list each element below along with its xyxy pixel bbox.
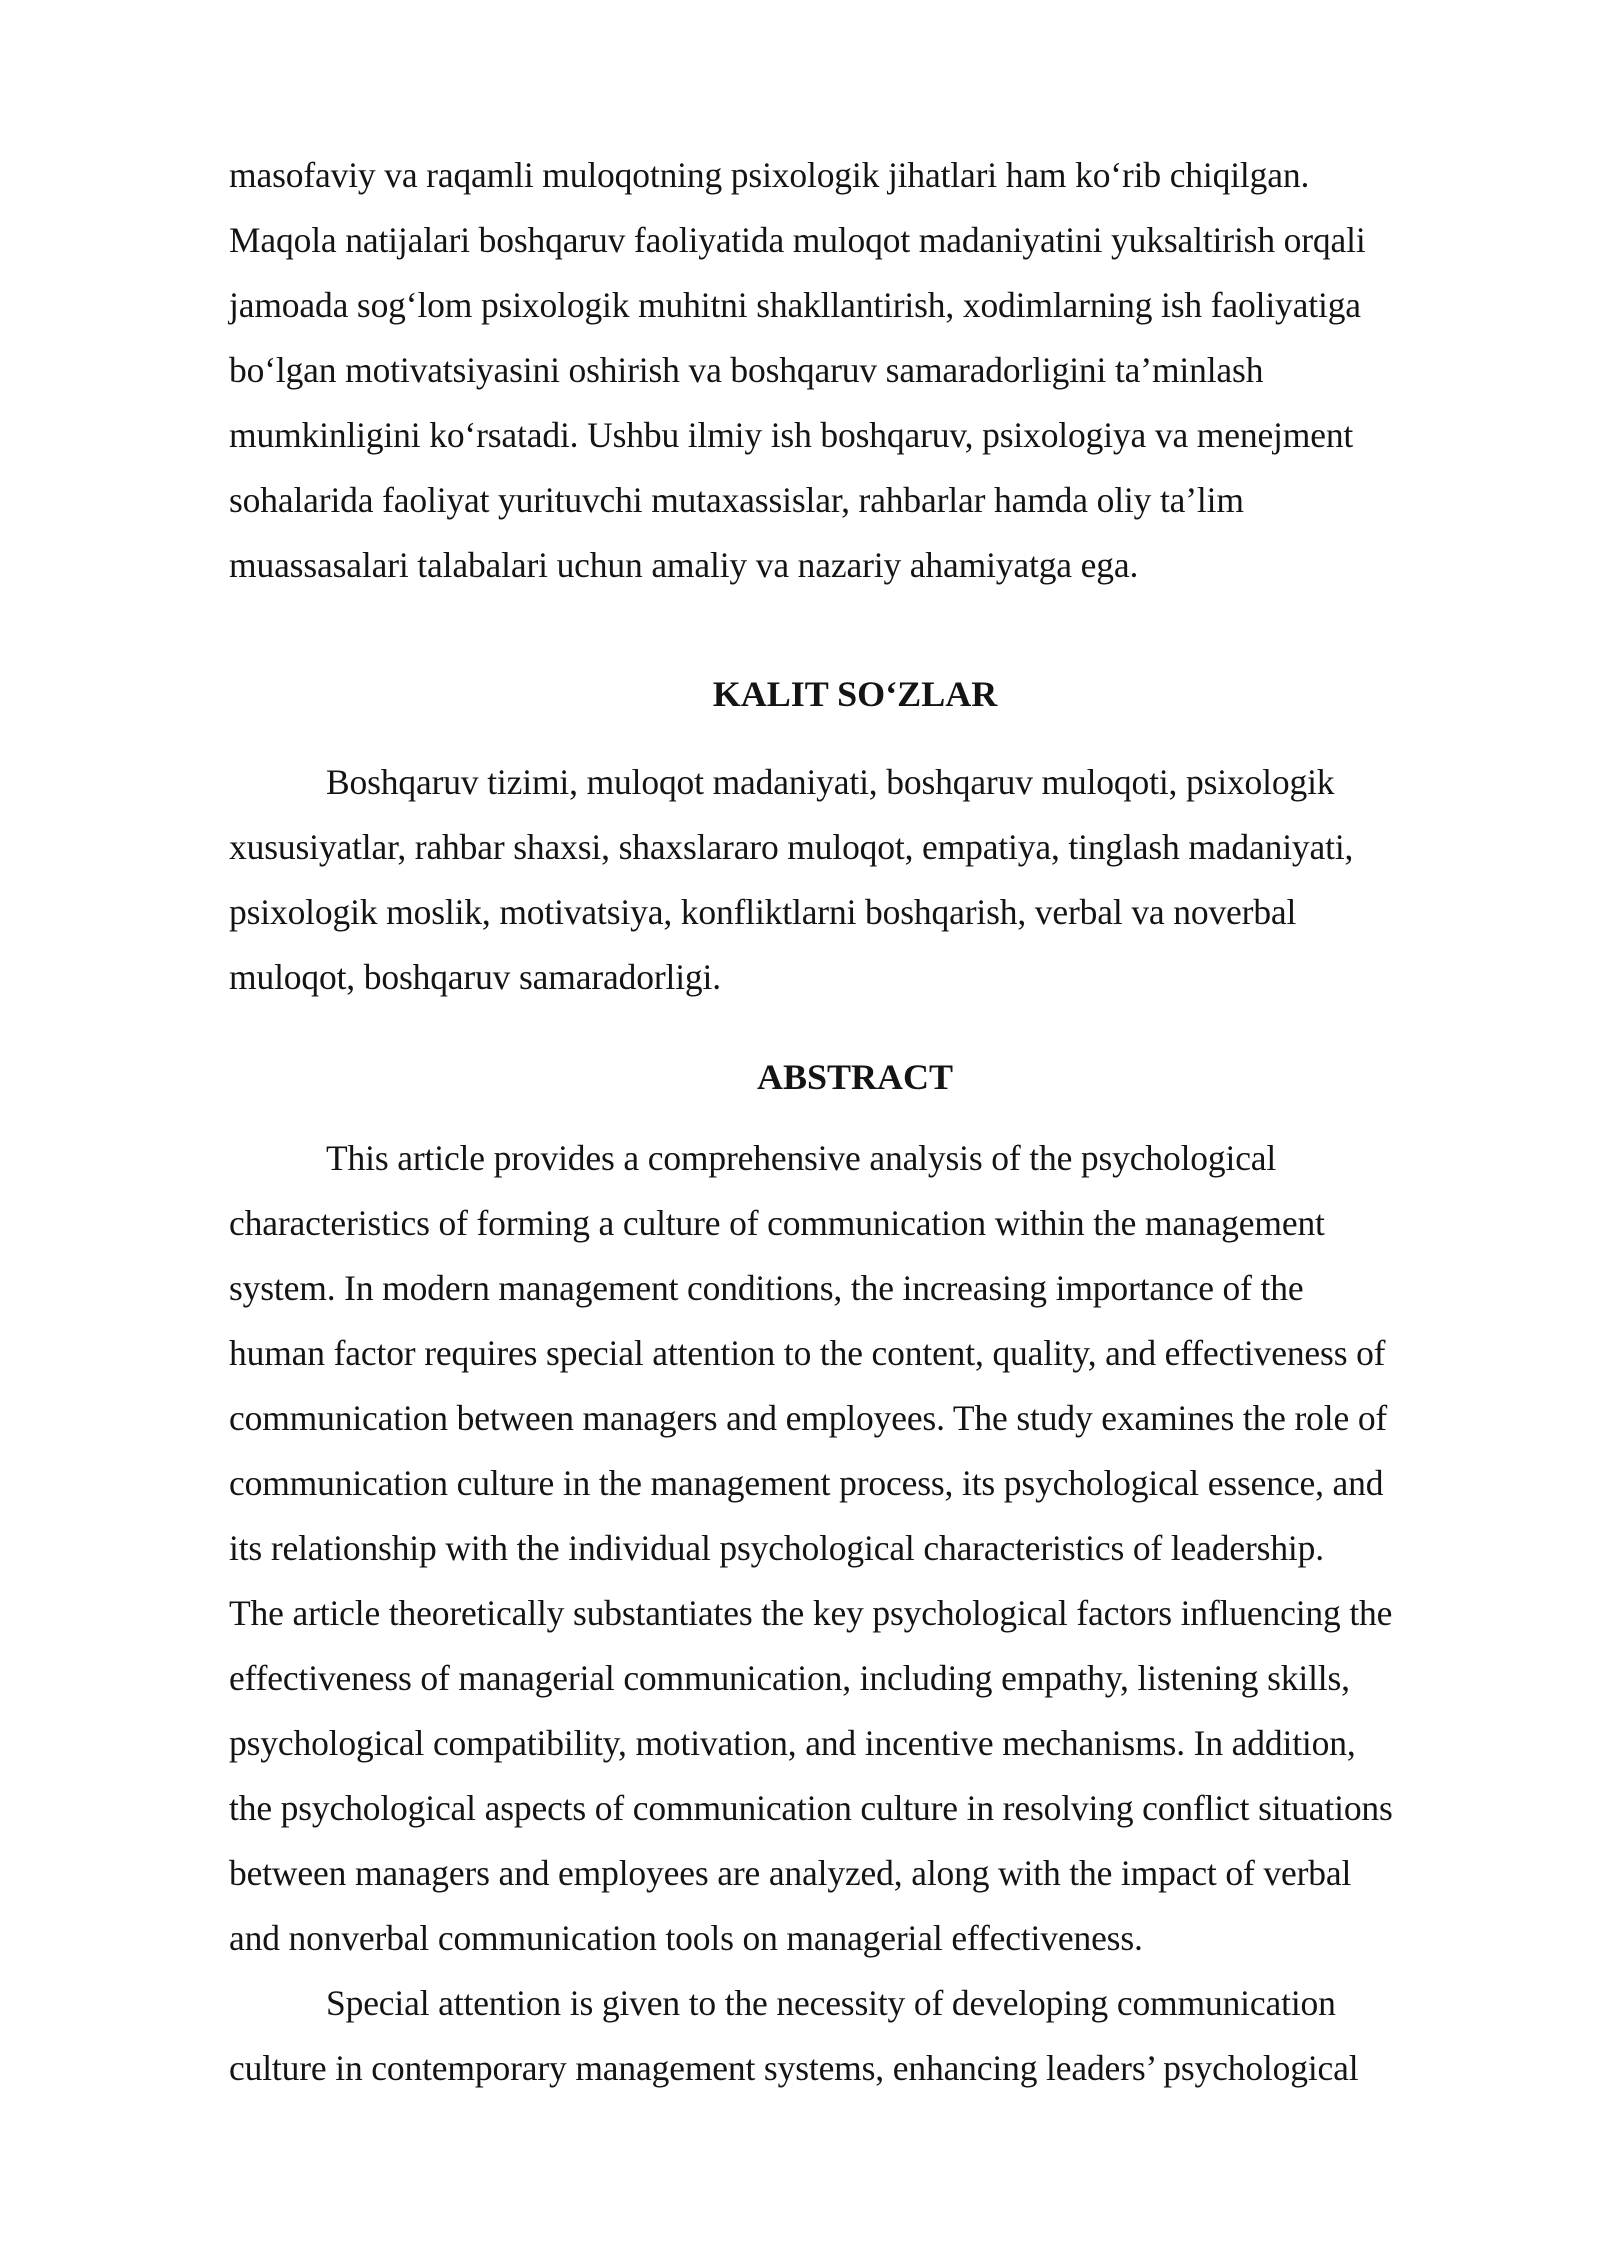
abstract-paragraph-1: This article provides a comprehensive analysis of the psychological characteristics of forming a culture of communication within the management system. In modern management conditions, the increasing importance of the human factor requires special attention to the content, quality, and effectiveness of communication between managers and employees. The study examines the role of communication culture in the management process, its psychological essence, and its relationship with the individual psychological characteristics of leadership. The article theoretically substantiates the key psychological factors influencing the effectiveness of managerial communication, including empathy, listening skills, psychological compatibility, motivation, and incentive mechanisms. In addition, the psychological aspects of communication culture in resolving conflict situations between managers and employees are analyzed, along with the impact of verbal and nonverbal communication tools on managerial effectiveness.: [229, 1138, 1393, 1958]
keywords-paragraph: Boshqaruv tizimi, muloqot madaniyati, boshqaruv muloqoti, psixologik xususiyatlar, rahbar shaxsi, shaxslararo muloqot, empatiya, tinglash madaniyati, psixologik moslik, motivatsiya, konfliktlarni boshqarish, verbal va noverbal muloqot, boshqaruv samaradorligi.: [229, 762, 1354, 997]
keywords-heading: KALIT SO‘ZLAR: [712, 674, 998, 714]
intro-paragraph: masofaviy va raqamli muloqotning psixologik jihatlari ham ko‘rib chiqilgan. Maqola natijalari boshqaruv faoliyatida muloqot madaniyatini yuksaltirish orqali jamoada sog‘lom psixologik muhitni shakllantirish, xodimlarning ish faoliyatiga bo‘lgan motivatsiyasini oshirish va boshqaruv samaradorligini ta’minlash mumkinligini ko‘rsatadi. Ushbu ilmiy ish boshqaruv, psixologiya va menejment sohalarida faoliyat yurituvchi mutaxassislar, rahbarlar hamda oliy ta’lim muassasalari talabalari uchun amaliy va nazariy ahamiyatga ega.: [229, 155, 1366, 585]
abstract-paragraph-2: Special attention is given to the necessity of developing communication culture in contemporary management systems, enhancing leaders’ psychological: [229, 1983, 1359, 2088]
abstract-heading: ABSTRACT: [756, 1057, 954, 1097]
